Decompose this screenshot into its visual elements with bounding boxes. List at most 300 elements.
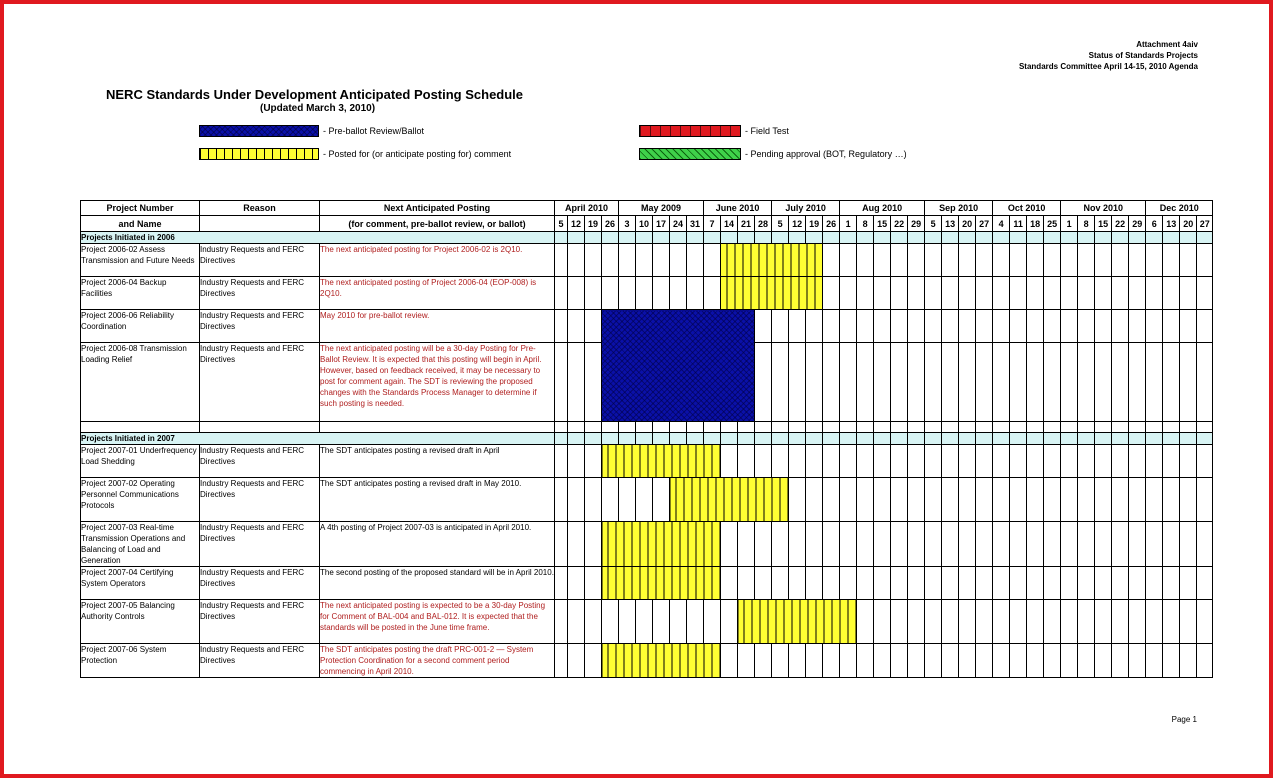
schedule-cell: [976, 277, 993, 310]
day-header: 4: [993, 216, 1010, 232]
schedule-cell: [1027, 600, 1044, 644]
project-reason: Industry Requests and FERC Directives: [200, 277, 320, 310]
schedule-cell: [789, 522, 806, 567]
project-posting: The next anticipated posting will be a 30-day Posting for Pre-Ballot Review. It is expected that this posting will begin in April. However, based on feedback received, it may be necessary to post for comment again. The SDT is reviewing the proposed changes with the Standards Process Manager to determine if such posting is needed.: [320, 343, 555, 422]
schedule-cell: [1044, 478, 1061, 522]
spacer-cell: [1078, 422, 1095, 433]
schedule-cell: [840, 310, 857, 343]
schedule-bar-yellow: [602, 522, 721, 567]
schedule-cell: [959, 310, 976, 343]
table-row: [81, 478, 1213, 522]
schedule-cell: [908, 445, 925, 478]
section-fill-cell: [1010, 232, 1027, 244]
day-header: 26: [823, 216, 840, 232]
day-header: 12: [789, 216, 806, 232]
schedule-cell: [1163, 277, 1180, 310]
schedule-cell: [1027, 478, 1044, 522]
schedule-bar-blue: [602, 310, 755, 422]
schedule-cell: [1146, 343, 1163, 422]
section-fill-cell: [1112, 433, 1129, 445]
schedule-bar-yellow: [721, 277, 823, 310]
spacer-cell: [1027, 422, 1044, 433]
section-fill-cell: [1078, 232, 1095, 244]
section-fill-cell: [1112, 232, 1129, 244]
schedule-cell: [823, 567, 840, 600]
schedule-cell: [636, 277, 653, 310]
spacer-cell: [738, 422, 755, 433]
day-header: 27: [1197, 216, 1213, 232]
schedule-cell: [1095, 522, 1112, 567]
section-fill-cell: [555, 232, 568, 244]
schedule-cell: [1061, 522, 1078, 567]
page-title: NERC Standards Under Development Anticipated Posting Schedule: [106, 87, 524, 102]
section-fill-cell: [721, 232, 738, 244]
day-header: 29: [1129, 216, 1146, 232]
schedule-cell: [1027, 567, 1044, 600]
section-fill-cell: [976, 232, 993, 244]
schedule-cell: [891, 644, 908, 678]
schedule-cell: [1129, 522, 1146, 567]
schedule-cell: [891, 277, 908, 310]
schedule-cell: [653, 478, 670, 522]
header-reason-blank: [200, 216, 320, 232]
section-fill-cell: [738, 433, 755, 445]
schedule-cell: [1146, 244, 1163, 277]
schedule-cell: [1061, 600, 1078, 644]
project-reason: Industry Requests and FERC Directives: [200, 644, 320, 678]
day-header: 15: [1095, 216, 1112, 232]
legend-label-pending: - Pending approval (BOT, Regulatory …): [745, 149, 907, 159]
schedule-cell: [993, 310, 1010, 343]
section-fill-cell: [738, 232, 755, 244]
project-name: Project 2006-08 Transmission Loading Relief: [81, 343, 200, 422]
schedule-cell: [585, 343, 602, 422]
schedule-cell: [1044, 310, 1061, 343]
table-row: [81, 244, 1213, 277]
spacer-cell: [320, 422, 555, 433]
schedule-cell: [840, 343, 857, 422]
schedule-cell: [721, 644, 738, 678]
schedule-cell: [1112, 244, 1129, 277]
schedule-cell: [555, 343, 568, 422]
section-fill-cell: [721, 433, 738, 445]
day-header: 26: [602, 216, 619, 232]
schedule-cell: [993, 343, 1010, 422]
project-posting: The SDT anticipates posting the draft PRC-001-2 — System Protection Coordination for a second comment period commencing in April 2010.: [320, 644, 555, 678]
section-fill-cell: [568, 232, 585, 244]
schedule-cell: [568, 567, 585, 600]
spacer-cell: [976, 422, 993, 433]
schedule-cell: [1180, 567, 1197, 600]
day-header: 17: [653, 216, 670, 232]
spacer-cell: [585, 422, 602, 433]
schedule-cell: [925, 600, 942, 644]
spacer-cell: [806, 422, 823, 433]
schedule-cell: [925, 445, 942, 478]
schedule-cell: [1095, 445, 1112, 478]
schedule-cell: [1146, 478, 1163, 522]
schedule-cell: [1027, 644, 1044, 678]
schedule-cell: [891, 310, 908, 343]
spacer-cell: [1180, 422, 1197, 433]
schedule-cell: [653, 244, 670, 277]
project-posting: The SDT anticipates posting a revised draft in April: [320, 445, 555, 478]
schedule-cell: [976, 310, 993, 343]
schedule-cell: [555, 310, 568, 343]
table-row: [81, 522, 1213, 567]
schedule-cell: [874, 277, 891, 310]
schedule-cell: [789, 644, 806, 678]
schedule-cell: [1078, 277, 1095, 310]
section-fill-cell: [891, 232, 908, 244]
schedule-cell: [1112, 277, 1129, 310]
schedule-cell: [942, 244, 959, 277]
project-name: Project 2007-05 Balancing Authority Controls: [81, 600, 200, 644]
section-fill-cell: [602, 232, 619, 244]
project-reason: Industry Requests and FERC Directives: [200, 600, 320, 644]
schedule-cell: [687, 600, 704, 644]
table-row: [81, 310, 1213, 343]
spacer-cell: [704, 422, 721, 433]
schedule-cell: [1078, 644, 1095, 678]
schedule-cell: [857, 567, 874, 600]
schedule-cell: [823, 445, 840, 478]
schedule-cell: [1044, 277, 1061, 310]
attachment-line-3: Standards Committee April 14-15, 2010 Agenda: [1018, 62, 1198, 71]
schedule-cell: [840, 277, 857, 310]
schedule-cell: [755, 310, 772, 343]
schedule-cell: [874, 567, 891, 600]
schedule-cell: [942, 600, 959, 644]
spacer-cell: [993, 422, 1010, 433]
schedule-cell: [1112, 445, 1129, 478]
schedule-cell: [959, 244, 976, 277]
schedule-cell: [1112, 478, 1129, 522]
section-fill-cell: [1146, 232, 1163, 244]
project-name: Project 2007-06 System Protection: [81, 644, 200, 678]
schedule-cell: [1180, 644, 1197, 678]
schedule-cell: [1180, 343, 1197, 422]
schedule-cell: [738, 445, 755, 478]
schedule-cell: [942, 567, 959, 600]
schedule-cell: [840, 567, 857, 600]
schedule-cell: [1061, 310, 1078, 343]
schedule-cell: [908, 600, 925, 644]
spacer-cell: [789, 422, 806, 433]
page-number: Page 1: [1171, 715, 1197, 724]
page-subtitle: (Updated March 3, 2010): [260, 103, 376, 114]
header-next-posting: Next Anticipated Posting: [320, 201, 555, 216]
schedule-cell: [1180, 600, 1197, 644]
section-fill-cell: [1027, 232, 1044, 244]
schedule-cell: [670, 277, 687, 310]
schedule-cell: [1180, 244, 1197, 277]
schedule-cell: [1197, 445, 1213, 478]
schedule-cell: [908, 244, 925, 277]
schedule-cell: [1163, 445, 1180, 478]
schedule-cell: [568, 522, 585, 567]
schedule-cell: [908, 277, 925, 310]
schedule-cell: [976, 644, 993, 678]
spacer-cell: [687, 422, 704, 433]
schedule-cell: [602, 478, 619, 522]
section-fill-cell: [585, 232, 602, 244]
schedule-cell: [823, 277, 840, 310]
schedule-cell: [1044, 644, 1061, 678]
project-name: Project 2007-02 Operating Personnel Communications Protocols: [81, 478, 200, 522]
day-header: 1: [840, 216, 857, 232]
section-fill-cell: [568, 433, 585, 445]
schedule-cell: [1197, 567, 1213, 600]
day-header: 27: [976, 216, 993, 232]
section-fill-cell: [687, 433, 704, 445]
schedule-cell: [925, 644, 942, 678]
schedule-cell: [874, 343, 891, 422]
schedule-cell: [874, 522, 891, 567]
schedule-cell: [925, 478, 942, 522]
schedule-cell: [1197, 522, 1213, 567]
schedule-cell: [1112, 310, 1129, 343]
schedule-cell: [959, 277, 976, 310]
schedule-cell: [568, 445, 585, 478]
section-fill-cell: [1010, 433, 1027, 445]
section-fill-cell: [755, 433, 772, 445]
legend-label-preballot: - Pre-ballot Review/Ballot: [323, 126, 425, 136]
schedule-cell: [1112, 600, 1129, 644]
section-fill-cell: [1197, 232, 1213, 244]
section-fill-cell: [1197, 433, 1213, 445]
schedule-cell: [1010, 343, 1027, 422]
day-header: 12: [568, 216, 585, 232]
schedule-cell: [1129, 600, 1146, 644]
spacer-cell: [602, 422, 619, 433]
section-fill-cell: [1163, 232, 1180, 244]
schedule-cell: [840, 478, 857, 522]
header-project-number: Project Number: [81, 201, 200, 216]
schedule-cell: [857, 343, 874, 422]
section-fill-cell: [1095, 232, 1112, 244]
schedule-cell: [806, 567, 823, 600]
schedule-cell: [1197, 343, 1213, 422]
spacer-row: [81, 422, 1213, 433]
schedule-cell: [1163, 478, 1180, 522]
schedule-cell: [585, 277, 602, 310]
schedule-cell: [857, 522, 874, 567]
schedule-cell: [555, 600, 568, 644]
schedule-cell: [1095, 644, 1112, 678]
schedule-cell: [1078, 522, 1095, 567]
project-posting: May 2010 for pre-ballot review.: [320, 310, 555, 343]
schedule-cell: [942, 343, 959, 422]
section-fill-cell: [1163, 433, 1180, 445]
schedule-cell: [891, 478, 908, 522]
schedule-cell: [1044, 343, 1061, 422]
table-row: [81, 600, 1213, 644]
schedule-cell: [891, 567, 908, 600]
schedule-cell: [1027, 277, 1044, 310]
day-header: 13: [942, 216, 959, 232]
section-fill-cell: [789, 433, 806, 445]
schedule-cell: [568, 244, 585, 277]
section-fill-cell: [1044, 433, 1061, 445]
schedule-cell: [555, 445, 568, 478]
schedule-cell: [874, 600, 891, 644]
schedule-cell: [585, 567, 602, 600]
day-header: 21: [738, 216, 755, 232]
schedule-cell: [619, 244, 636, 277]
section-fill-cell: [840, 433, 857, 445]
spacer-cell: [636, 422, 653, 433]
project-name: Project 2007-04 Certifying System Operators: [81, 567, 200, 600]
spacer-cell: [1129, 422, 1146, 433]
schedule-cell: [602, 277, 619, 310]
schedule-cell: [1078, 310, 1095, 343]
schedule-cell: [721, 445, 738, 478]
section-fill-cell: [1061, 232, 1078, 244]
schedule-cell: [806, 522, 823, 567]
day-header: 20: [1180, 216, 1197, 232]
section-fill-cell: [602, 433, 619, 445]
section-fill-cell: [1027, 433, 1044, 445]
schedule-cell: [1010, 644, 1027, 678]
schedule-cell: [993, 567, 1010, 600]
schedule-cell: [1061, 343, 1078, 422]
schedule-cell: [789, 310, 806, 343]
day-header: 18: [1027, 216, 1044, 232]
schedule-cell: [1112, 343, 1129, 422]
section-fill-cell: [806, 232, 823, 244]
day-header: 5: [925, 216, 942, 232]
day-header: 7: [704, 216, 721, 232]
schedule-cell: [976, 445, 993, 478]
schedule-cell: [806, 310, 823, 343]
section-fill-cell: [993, 232, 1010, 244]
spacer-cell: [1010, 422, 1027, 433]
schedule-cell: [721, 600, 738, 644]
schedule-cell: [1078, 600, 1095, 644]
schedule-cell: [908, 567, 925, 600]
schedule-cell: [602, 244, 619, 277]
spacer-cell: [1197, 422, 1213, 433]
schedule-cell: [959, 600, 976, 644]
section-fill-cell: [874, 433, 891, 445]
attachment-line-2: Status of Standards Projects: [1088, 51, 1198, 60]
section-fill-cell: [619, 433, 636, 445]
project-name: Project 2006-02 Assess Transmission and Future Needs: [81, 244, 200, 277]
schedule-cell: [959, 644, 976, 678]
schedule-cell: [993, 445, 1010, 478]
table-row: [81, 445, 1213, 478]
section-fill-cell: [925, 232, 942, 244]
section-fill-cell: [942, 433, 959, 445]
day-header: 11: [1010, 216, 1027, 232]
project-name: Project 2007-03 Real-time Transmission Operations and Balancing of Load and Generation: [81, 522, 200, 567]
schedule-cell: [976, 244, 993, 277]
section-fill-cell: [840, 232, 857, 244]
spacer-cell: [772, 422, 789, 433]
legend-swatch-pending: [639, 148, 741, 160]
schedule-cell: [568, 310, 585, 343]
schedule-cell: [1061, 277, 1078, 310]
section-fill-cell: [891, 433, 908, 445]
schedule-cell: [1095, 567, 1112, 600]
schedule-cell: [1146, 277, 1163, 310]
schedule-cell: [959, 522, 976, 567]
schedule-cell: [1010, 310, 1027, 343]
schedule-cell: [891, 600, 908, 644]
schedule-cell: [755, 644, 772, 678]
legend-swatch-posted: [199, 148, 319, 160]
table-row: [81, 277, 1213, 310]
spacer-cell: [653, 422, 670, 433]
schedule-cell: [806, 644, 823, 678]
schedule-cell: [568, 600, 585, 644]
schedule-cell: [1197, 644, 1213, 678]
schedule-cell: [959, 567, 976, 600]
month-header: Dec 2010: [1146, 201, 1213, 216]
schedule-cell: [1129, 310, 1146, 343]
schedule-cell: [1129, 567, 1146, 600]
schedule-cell: [976, 522, 993, 567]
schedule-cell: [993, 600, 1010, 644]
schedule-cell: [1112, 644, 1129, 678]
schedule-cell: [857, 244, 874, 277]
project-name: Project 2006-04 Backup Facilities: [81, 277, 200, 310]
spacer-cell: [857, 422, 874, 433]
section-fill-cell: [874, 232, 891, 244]
schedule-cell: [555, 277, 568, 310]
section-fill-cell: [993, 433, 1010, 445]
schedule-cell: [874, 644, 891, 678]
section-fill-cell: [806, 433, 823, 445]
schedule-cell: [585, 445, 602, 478]
project-reason: Industry Requests and FERC Directives: [200, 445, 320, 478]
section-fill-cell: [976, 433, 993, 445]
header-and-name: and Name: [81, 216, 200, 232]
project-posting: The next anticipated posting for Project 2006-02 is 2Q10.: [320, 244, 555, 277]
schedule-cell: [1129, 244, 1146, 277]
day-header: 24: [670, 216, 687, 232]
project-posting: The next anticipated posting of Project 2006-04 (EOP-008) is 2Q10.: [320, 277, 555, 310]
section-fill-cell: [857, 232, 874, 244]
section-fill-cell: [670, 232, 687, 244]
spacer-cell: [619, 422, 636, 433]
schedule-cell: [555, 522, 568, 567]
section-label: Projects Initiated in 2006: [81, 232, 555, 244]
section-fill-cell: [670, 433, 687, 445]
schedule-cell: [1044, 600, 1061, 644]
section-fill-cell: [1180, 232, 1197, 244]
schedule-cell: [1027, 310, 1044, 343]
schedule-cell: [891, 445, 908, 478]
project-name: Project 2006-06 Reliability Coordination: [81, 310, 200, 343]
spacer-cell: [555, 422, 568, 433]
schedule-cell: [1163, 310, 1180, 343]
spacer-cell: [1095, 422, 1112, 433]
schedule-cell: [1163, 600, 1180, 644]
schedule-cell: [908, 478, 925, 522]
project-reason: Industry Requests and FERC Directives: [200, 310, 320, 343]
schedule-cell: [823, 244, 840, 277]
section-row: [81, 232, 1213, 244]
section-fill-cell: [823, 433, 840, 445]
schedule-cell: [857, 600, 874, 644]
schedule-cell: [585, 310, 602, 343]
schedule-cell: [1061, 445, 1078, 478]
section-fill-cell: [687, 232, 704, 244]
spacer-cell: [840, 422, 857, 433]
schedule-cell: [1095, 343, 1112, 422]
